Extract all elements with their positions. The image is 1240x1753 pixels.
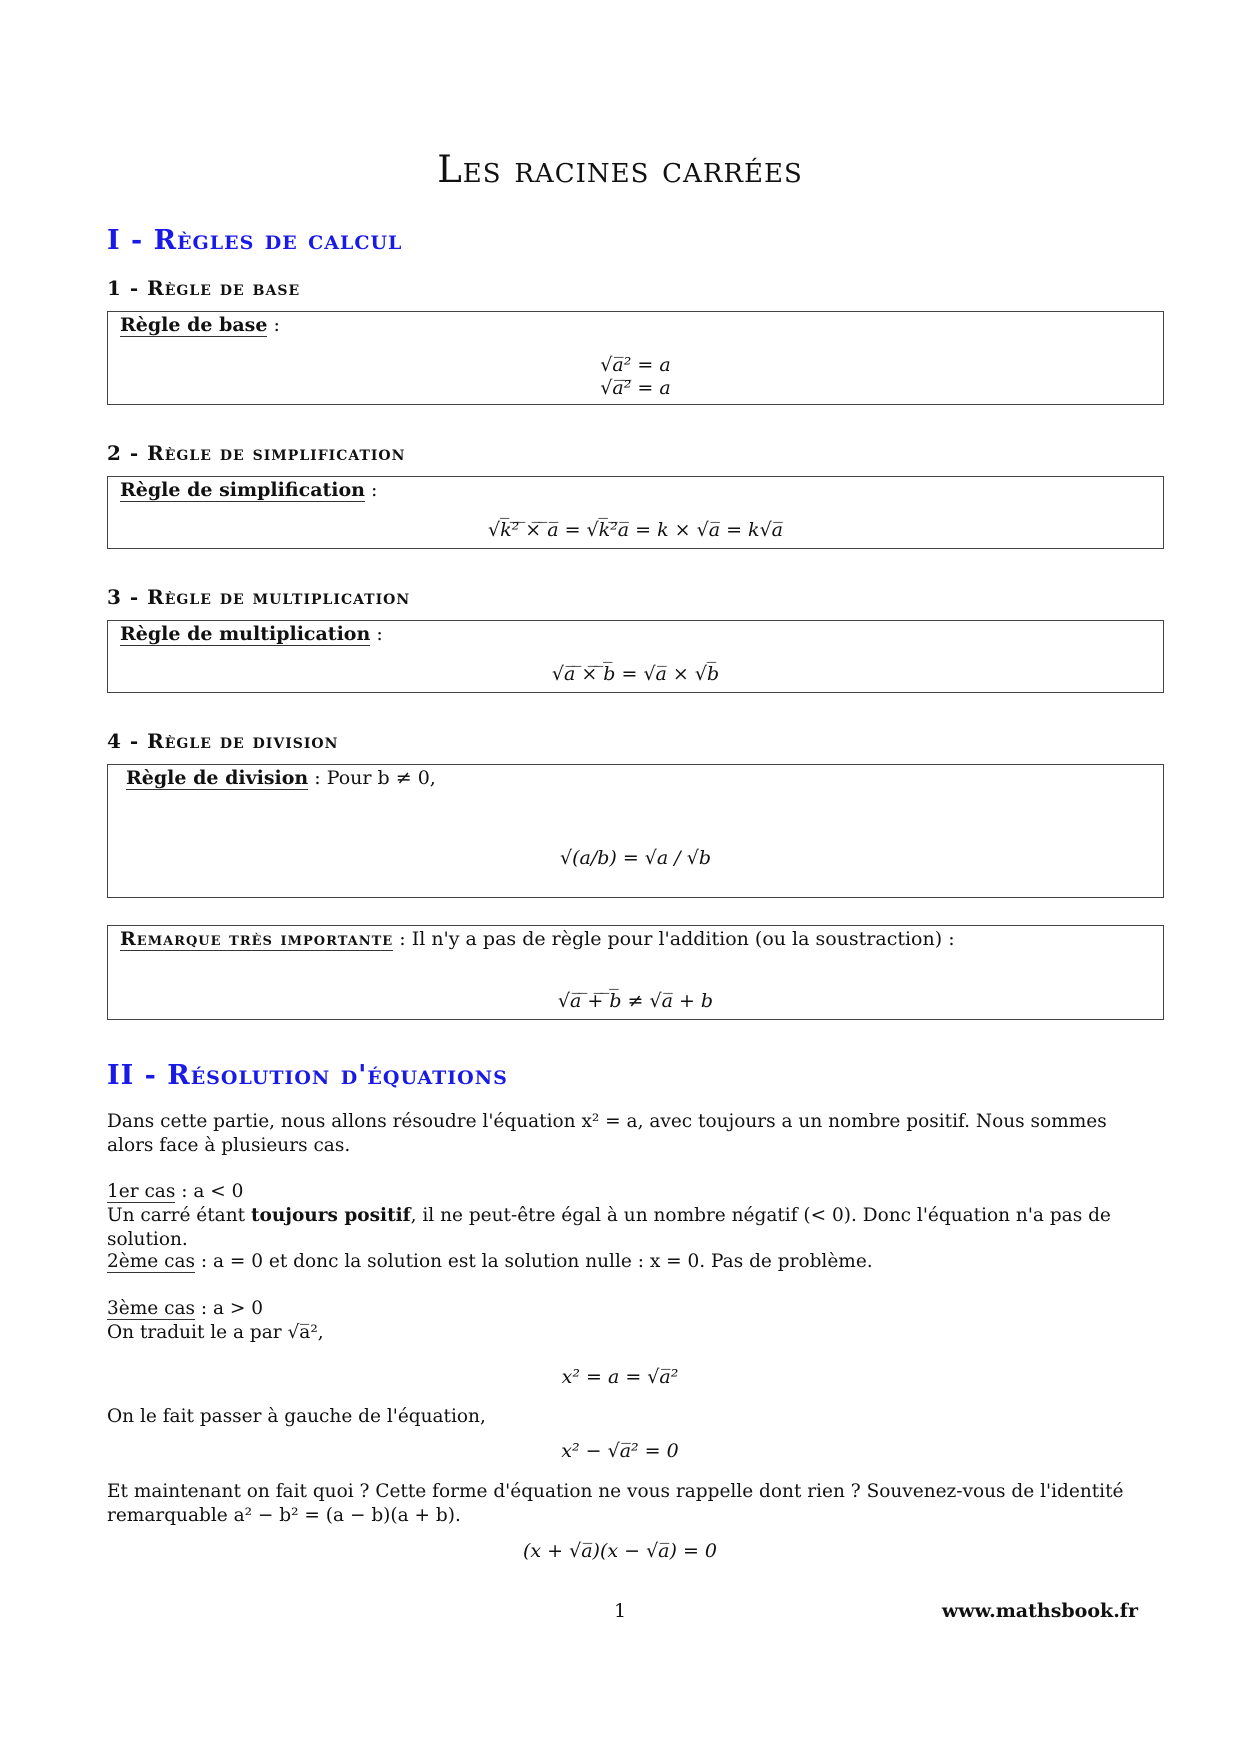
case-2-label: 2ème cas bbox=[107, 1251, 195, 1272]
case-3-label: 3ème cas bbox=[107, 1298, 195, 1319]
rule-heading-simplification: 2 - Règle de simplification bbox=[107, 441, 406, 465]
remark-formula: √a̅ ̅+̅ ̅b̅ ≠ √a̅ + b bbox=[557, 990, 714, 1012]
section-heading-1: I - Règles de calcul bbox=[107, 225, 403, 256]
rule-label-simplification: Règle de simplification : bbox=[120, 479, 378, 501]
page-title: Les racines carrées bbox=[437, 148, 803, 191]
rule-heading-multiplication: 3 - Règle de multiplication bbox=[107, 585, 411, 609]
rule-label-division: Règle de division : Pour b ≠ 0, bbox=[126, 767, 436, 789]
rule-formula-base-1: √a̅² = a bbox=[600, 354, 671, 376]
rule-label-base: Règle de base : bbox=[120, 314, 280, 336]
rule-heading-base: 1 - Règle de base bbox=[107, 276, 301, 300]
rule-label-multiplication: Règle de multiplication : bbox=[120, 623, 383, 645]
rule-box-base bbox=[107, 311, 1164, 405]
rule-formula-multiplication: √a̅ ̅×̅ ̅b̅ = √a̅ × √b̅ bbox=[551, 663, 720, 685]
equation-3: (x + √a̅)(x − √a̅) = 0 bbox=[522, 1540, 718, 1562]
rule-formula-division: √(a/b) = √a / √b bbox=[559, 847, 711, 869]
case-1-label: 1er cas bbox=[107, 1181, 176, 1202]
case-2: 2ème cas : a = 0 et donc la solution est la solution nulle : x = 0. Pas de problème. bbox=[107, 1251, 873, 1272]
section-heading-2: II - Résolution d'équations bbox=[107, 1060, 508, 1091]
equation-1: x² = a = √a̅² bbox=[561, 1366, 679, 1388]
case-3-line-2: On le fait passer à gauche de l'équation, bbox=[107, 1406, 486, 1427]
rule-box-simplification bbox=[107, 476, 1164, 549]
rule-box-multiplication bbox=[107, 620, 1164, 693]
remark-box bbox=[107, 925, 1164, 1020]
rule-heading-division: 4 - Règle de division bbox=[107, 729, 339, 753]
remark-label: Remarque très importante : Il n'y a pas de règle pour l'addition (ou la soustraction) : bbox=[120, 928, 955, 950]
page-number: 1 bbox=[613, 1600, 627, 1622]
footer-site: www.mathsbook.fr bbox=[941, 1600, 1138, 1622]
rule-formula-simplification: √k̅²̅ ̅×̅ ̅a̅ = √k̅²̅a̅ = k × √a̅ = k√a̅ bbox=[487, 519, 784, 541]
case-3: 3ème cas : a > 0 On traduit le a par √a̅², bbox=[107, 1298, 324, 1343]
rule-box-division bbox=[107, 764, 1164, 898]
intro-paragraph: Dans cette partie, nous allons résoudre l'équation x² = a, avec toujours a un nombre positif. Nous sommes alors face à plusieurs cas. bbox=[107, 1111, 1107, 1156]
case-3-line-3: Et maintenant on fait quoi ? Cette forme d'équation ne vous rappelle dont rien ? Souvenez-vous de l'identité remarquable a² − b² = (a − b)(a + b). bbox=[107, 1481, 1124, 1526]
equation-2: x² − √a̅² = 0 bbox=[561, 1440, 679, 1462]
rule-formula-base-2: √a̅²̅ = a bbox=[600, 377, 671, 399]
case-1: 1er cas : a < 0 Un carré étant toujours positif, il ne peut-être égal à un nombre négatif (< 0). Donc l'équation n'a pas de solution. bbox=[107, 1181, 1111, 1250]
